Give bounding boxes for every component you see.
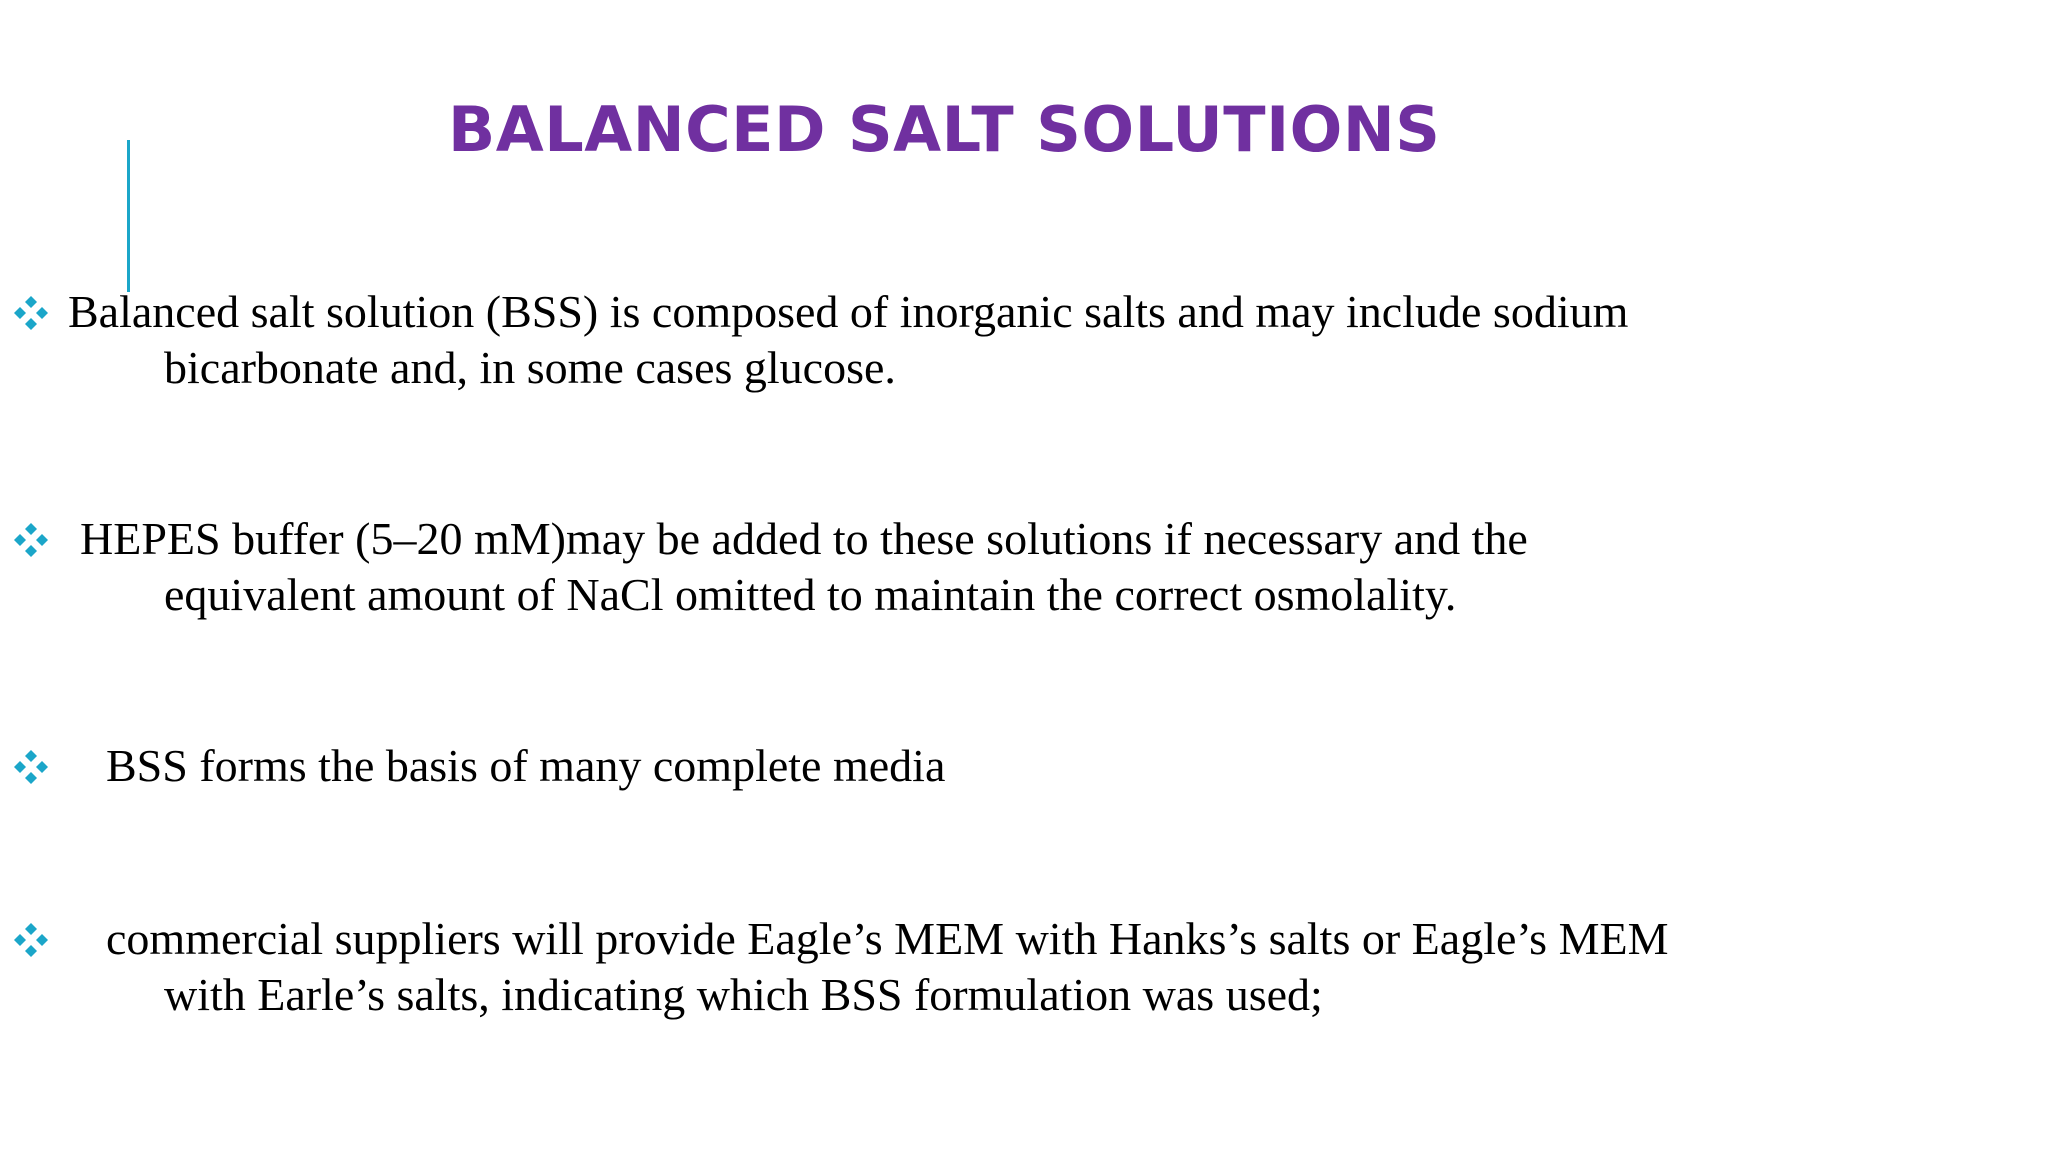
four-diamond-bullet-icon [8, 290, 54, 336]
bullet-3-line-1: BSS forms the basis of many complete media [106, 740, 946, 791]
four-diamond-bullet-icon [8, 517, 54, 563]
bullet-1-line-2: bicarbonate and, in some cases glucose. [164, 342, 896, 393]
slide-title: BALANCED SALT SOLUTIONS [448, 93, 1441, 166]
four-diamond-bullet-icon [8, 744, 54, 790]
bullet-4-line-2: with Earle’s salts, indicating which BSS formulation was used; [164, 969, 1323, 1020]
accent-line [127, 140, 130, 292]
bullet-1-line-1: Balanced salt solution (BSS) is composed of inorganic salts and may include sodium [68, 286, 1629, 337]
bullet-4-line-1: commercial suppliers will provide Eagle’s MEM with Hanks’s salts or Eagle’s MEM [106, 913, 1669, 964]
four-diamond-bullet-icon [8, 917, 54, 963]
bullet-2-line-2: equivalent amount of NaCl omitted to maintain the correct osmolality. [164, 569, 1457, 620]
bullet-2-line-1: HEPES buffer (5–20 mM)may be added to these solutions if necessary and the [80, 513, 1528, 564]
